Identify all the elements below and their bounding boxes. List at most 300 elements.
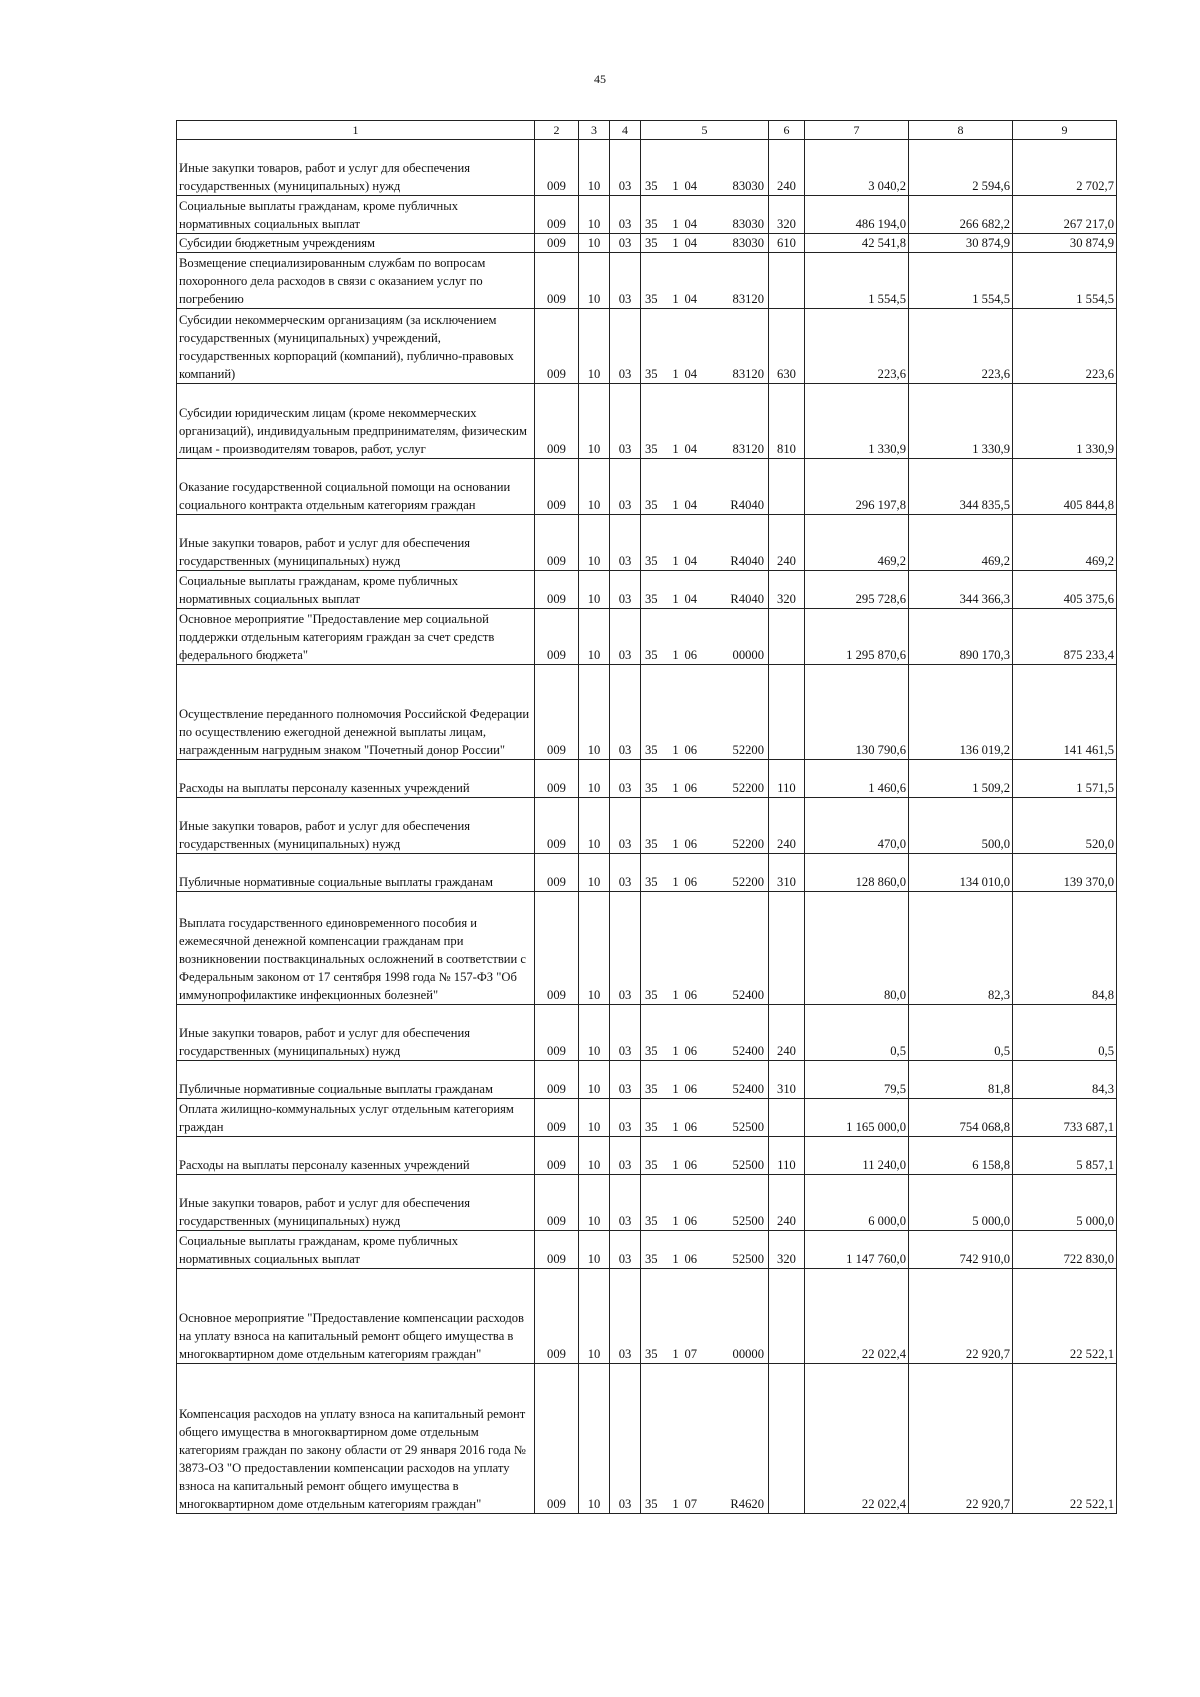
- cell-col5-part3: 06: [685, 798, 711, 854]
- cell-col9: 1 571,5: [1013, 760, 1117, 798]
- cell-col9: 405 375,6: [1013, 571, 1117, 609]
- cell-col4: 03: [610, 1005, 641, 1061]
- table-row: [177, 760, 1117, 798]
- cell-col4: 03: [610, 1364, 641, 1514]
- cell-col9: 875 233,4: [1013, 609, 1117, 665]
- cell-col2: 009: [535, 140, 579, 196]
- row-name: Основное мероприятие "Предоставление компенсации расходов на уплату взноса на капитальный ремонт общего имущества в многоквартирном доме отдельным категориям граждан": [177, 1269, 535, 1364]
- cell-col5-part3: 06: [685, 1175, 711, 1231]
- cell-col3: 10: [579, 234, 610, 253]
- row-name: Иные закупки товаров, работ и услуг для обеспечения государственных (муниципальных) нужд: [177, 515, 535, 571]
- cell-col7: 486 194,0: [805, 196, 909, 234]
- cell-col3: 10: [579, 665, 610, 760]
- cell-col2: 009: [535, 515, 579, 571]
- cell-col5-part3: 06: [685, 609, 711, 665]
- cell-col4: 03: [610, 798, 641, 854]
- cell-col5-part2: 1: [667, 665, 685, 760]
- cell-col5-part1: 35: [641, 1099, 667, 1137]
- cell-col5-part1: 35: [641, 1005, 667, 1061]
- cell-col5-part4: 52500: [711, 1099, 769, 1137]
- cell-col5-part2: 1: [667, 571, 685, 609]
- cell-col8: 30 874,9: [909, 234, 1013, 253]
- cell-col9: 139 370,0: [1013, 854, 1117, 892]
- cell-col5-part1: 35: [641, 854, 667, 892]
- cell-col5-part3: 06: [685, 665, 711, 760]
- cell-col9: 2 702,7: [1013, 140, 1117, 196]
- cell-col7: 1 330,9: [805, 384, 909, 459]
- cell-col9: 722 830,0: [1013, 1231, 1117, 1269]
- cell-col5-part4: 83120: [711, 384, 769, 459]
- cell-col6: [769, 253, 805, 309]
- cell-col4: 03: [610, 1231, 641, 1269]
- cell-col5-part3: 06: [685, 1061, 711, 1099]
- cell-col8: 890 170,3: [909, 609, 1013, 665]
- cell-col5-part1: 35: [641, 1269, 667, 1364]
- cell-col7: 470,0: [805, 798, 909, 854]
- cell-col5-part3: 04: [685, 515, 711, 571]
- table-row: [177, 196, 1117, 234]
- table-row: [177, 309, 1117, 384]
- table-row: [177, 571, 1117, 609]
- cell-col6: 610: [769, 234, 805, 253]
- cell-col3: 10: [579, 1099, 610, 1137]
- cell-col4: 03: [610, 854, 641, 892]
- row-name: Публичные нормативные социальные выплаты гражданам: [177, 1061, 535, 1099]
- cell-col7: 11 240,0: [805, 1137, 909, 1175]
- cell-col2: 009: [535, 1061, 579, 1099]
- cell-col5-part2: 1: [667, 1137, 685, 1175]
- cell-col2: 009: [535, 571, 579, 609]
- cell-col5-part1: 35: [641, 140, 667, 196]
- table-row: [177, 892, 1117, 1005]
- cell-col7: 1 554,5: [805, 253, 909, 309]
- cell-col5-part2: 1: [667, 1005, 685, 1061]
- row-name: Субсидии некоммерческим организациям (за исключением государственных (муниципальных) учреждений, государственных корпораций (компаний), публично-правовых компаний): [177, 309, 535, 384]
- cell-col4: 03: [610, 571, 641, 609]
- cell-col3: 10: [579, 1231, 610, 1269]
- cell-col3: 10: [579, 515, 610, 571]
- cell-col5-part1: 35: [641, 1364, 667, 1514]
- table-row: [177, 234, 1117, 253]
- cell-col2: 009: [535, 459, 579, 515]
- col-header-1: 1: [177, 121, 535, 140]
- cell-col5-part1: 35: [641, 665, 667, 760]
- cell-col4: 03: [610, 384, 641, 459]
- cell-col5-part3: 04: [685, 459, 711, 515]
- cell-col5-part2: 1: [667, 1269, 685, 1364]
- table-row: [177, 854, 1117, 892]
- cell-col5-part4: 00000: [711, 609, 769, 665]
- cell-col3: 10: [579, 854, 610, 892]
- row-name: Субсидии юридическим лицам (кроме некоммерческих организаций), индивидуальным предпринимателям, физическим лицам - производителям товаров, работ, услуг: [177, 384, 535, 459]
- table-row: [177, 1137, 1117, 1175]
- cell-col5-part2: 1: [667, 309, 685, 384]
- cell-col5-part4: R4040: [711, 515, 769, 571]
- cell-col6: [769, 1099, 805, 1137]
- cell-col6: 240: [769, 1175, 805, 1231]
- cell-col5-part1: 35: [641, 309, 667, 384]
- cell-col5-part3: 06: [685, 892, 711, 1005]
- cell-col3: 10: [579, 892, 610, 1005]
- cell-col4: 03: [610, 665, 641, 760]
- cell-col2: 009: [535, 1175, 579, 1231]
- cell-col5-part2: 1: [667, 892, 685, 1005]
- cell-col9: 1 554,5: [1013, 253, 1117, 309]
- cell-col7: 1 460,6: [805, 760, 909, 798]
- cell-col5-part3: 04: [685, 384, 711, 459]
- cell-col9: 733 687,1: [1013, 1099, 1117, 1137]
- cell-col6: 630: [769, 309, 805, 384]
- table-header-row: [177, 121, 1117, 140]
- cell-col6: 320: [769, 196, 805, 234]
- cell-col7: 1 165 000,0: [805, 1099, 909, 1137]
- cell-col8: 223,6: [909, 309, 1013, 384]
- cell-col5-part3: 04: [685, 253, 711, 309]
- cell-col2: 009: [535, 854, 579, 892]
- cell-col5-part2: 1: [667, 459, 685, 515]
- cell-col4: 03: [610, 609, 641, 665]
- cell-col7: 3 040,2: [805, 140, 909, 196]
- cell-col5-part4: 83120: [711, 309, 769, 384]
- cell-col2: 009: [535, 665, 579, 760]
- cell-col3: 10: [579, 1137, 610, 1175]
- cell-col6: [769, 892, 805, 1005]
- cell-col3: 10: [579, 1269, 610, 1364]
- col-header-2: 2: [535, 121, 579, 140]
- table-row: [177, 459, 1117, 515]
- cell-col5-part2: 1: [667, 515, 685, 571]
- cell-col3: 10: [579, 253, 610, 309]
- cell-col5-part1: 35: [641, 1231, 667, 1269]
- cell-col8: 500,0: [909, 798, 1013, 854]
- cell-col8: 5 000,0: [909, 1175, 1013, 1231]
- cell-col9: 22 522,1: [1013, 1269, 1117, 1364]
- table-row: [177, 1175, 1117, 1231]
- cell-col5-part4: 52200: [711, 760, 769, 798]
- cell-col5-part1: 35: [641, 1061, 667, 1099]
- table-row: [177, 1231, 1117, 1269]
- cell-col9: 469,2: [1013, 515, 1117, 571]
- cell-col9: 5 000,0: [1013, 1175, 1117, 1231]
- cell-col2: 009: [535, 1137, 579, 1175]
- cell-col5-part3: 04: [685, 140, 711, 196]
- cell-col6: 810: [769, 384, 805, 459]
- cell-col5-part4: 52500: [711, 1231, 769, 1269]
- cell-col2: 009: [535, 1005, 579, 1061]
- cell-col5-part4: 52500: [711, 1175, 769, 1231]
- cell-col7: 1 295 870,6: [805, 609, 909, 665]
- cell-col5-part1: 35: [641, 798, 667, 854]
- cell-col5-part4: R4040: [711, 459, 769, 515]
- cell-col4: 03: [610, 459, 641, 515]
- row-name: Компенсация расходов на уплату взноса на капитальный ремонт общего имущества в многоквартирном доме отдельным категориям граждан по закону области от 29 января 2016 года № 3873-ОЗ "О предоставлении компенсации расходов на уплату взноса на капитальный ремонт общего имущества в многоквартирном доме отдельным категориям граждан": [177, 1364, 535, 1514]
- row-name: Оказание государственной социальной помощи на основании социального контракта отдельным категориям граждан: [177, 459, 535, 515]
- cell-col5-part2: 1: [667, 1175, 685, 1231]
- row-name: Выплата государственного единовременного пособия и ежемесячной денежной компенсации гражданам при возникновении поствакцинальных осложнений в соответствии с Федеральным законом от 17 сентября 1998 года № 157-ФЗ "Об иммунопрофилактике инфекционных болезней": [177, 892, 535, 1005]
- cell-col3: 10: [579, 1061, 610, 1099]
- cell-col6: 310: [769, 1061, 805, 1099]
- cell-col5-part1: 35: [641, 253, 667, 309]
- cell-col7: 42 541,8: [805, 234, 909, 253]
- cell-col8: 1 554,5: [909, 253, 1013, 309]
- cell-col9: 267 217,0: [1013, 196, 1117, 234]
- row-name: Иные закупки товаров, работ и услуг для обеспечения государственных (муниципальных) нужд: [177, 798, 535, 854]
- cell-col5-part4: 52200: [711, 798, 769, 854]
- cell-col2: 009: [535, 1231, 579, 1269]
- cell-col7: 79,5: [805, 1061, 909, 1099]
- table-row: [177, 1099, 1117, 1137]
- cell-col2: 009: [535, 892, 579, 1005]
- cell-col5-part1: 35: [641, 196, 667, 234]
- cell-col3: 10: [579, 196, 610, 234]
- cell-col8: 469,2: [909, 515, 1013, 571]
- cell-col8: 136 019,2: [909, 665, 1013, 760]
- cell-col5-part4: 52500: [711, 1137, 769, 1175]
- cell-col7: 0,5: [805, 1005, 909, 1061]
- cell-col7: 80,0: [805, 892, 909, 1005]
- row-name: Основное мероприятие "Предоставление мер социальной поддержки отдельным категориям граждан за счет средств федерального бюджета": [177, 609, 535, 665]
- cell-col4: 03: [610, 760, 641, 798]
- cell-col5-part4: 00000: [711, 1269, 769, 1364]
- cell-col8: 6 158,8: [909, 1137, 1013, 1175]
- table-row: [177, 1061, 1117, 1099]
- cell-col9: 1 330,9: [1013, 384, 1117, 459]
- cell-col5-part3: 04: [685, 309, 711, 384]
- cell-col5-part3: 06: [685, 1137, 711, 1175]
- table-row: [177, 1005, 1117, 1061]
- cell-col6: [769, 1269, 805, 1364]
- cell-col5-part4: 83030: [711, 196, 769, 234]
- cell-col9: 84,8: [1013, 892, 1117, 1005]
- cell-col2: 009: [535, 609, 579, 665]
- col-header-8: 8: [909, 121, 1013, 140]
- cell-col2: 009: [535, 196, 579, 234]
- cell-col7: 22 022,4: [805, 1269, 909, 1364]
- cell-col7: 128 860,0: [805, 854, 909, 892]
- cell-col8: 266 682,2: [909, 196, 1013, 234]
- cell-col8: 344 835,5: [909, 459, 1013, 515]
- cell-col3: 10: [579, 798, 610, 854]
- cell-col5-part4: R4620: [711, 1364, 769, 1514]
- cell-col5-part1: 35: [641, 892, 667, 1005]
- cell-col5-part4: 83120: [711, 253, 769, 309]
- cell-col7: 469,2: [805, 515, 909, 571]
- cell-col5-part3: 07: [685, 1269, 711, 1364]
- cell-col5-part3: 06: [685, 1231, 711, 1269]
- cell-col5-part4: 52200: [711, 854, 769, 892]
- cell-col5-part2: 1: [667, 609, 685, 665]
- table-row: [177, 515, 1117, 571]
- cell-col8: 2 594,6: [909, 140, 1013, 196]
- cell-col3: 10: [579, 384, 610, 459]
- cell-col8: 1 509,2: [909, 760, 1013, 798]
- cell-col2: 009: [535, 234, 579, 253]
- cell-col6: 110: [769, 1137, 805, 1175]
- row-name: Социальные выплаты гражданам, кроме публичных нормативных социальных выплат: [177, 196, 535, 234]
- cell-col3: 10: [579, 571, 610, 609]
- cell-col6: [769, 459, 805, 515]
- row-name: Публичные нормативные социальные выплаты гражданам: [177, 854, 535, 892]
- cell-col4: 03: [610, 309, 641, 384]
- cell-col5-part2: 1: [667, 760, 685, 798]
- cell-col9: 30 874,9: [1013, 234, 1117, 253]
- table-row: [177, 140, 1117, 196]
- row-name: Расходы на выплаты персоналу казенных учреждений: [177, 1137, 535, 1175]
- cell-col9: 141 461,5: [1013, 665, 1117, 760]
- row-name: Оплата жилищно-коммунальных услуг отдельным категориям граждан: [177, 1099, 535, 1137]
- cell-col2: 009: [535, 384, 579, 459]
- cell-col5-part1: 35: [641, 234, 667, 253]
- row-name: Иные закупки товаров, работ и услуг для обеспечения государственных (муниципальных) нужд: [177, 1005, 535, 1061]
- cell-col5-part3: 06: [685, 760, 711, 798]
- cell-col9: 5 857,1: [1013, 1137, 1117, 1175]
- cell-col4: 03: [610, 892, 641, 1005]
- table-row: [177, 609, 1117, 665]
- page-number: 45: [594, 72, 606, 86]
- cell-col6: 240: [769, 798, 805, 854]
- cell-col6: 240: [769, 140, 805, 196]
- row-name: Субсидии бюджетным учреждениям: [177, 234, 535, 253]
- table-row: [177, 1364, 1117, 1514]
- cell-col5-part2: 1: [667, 1231, 685, 1269]
- cell-col6: 320: [769, 571, 805, 609]
- cell-col4: 03: [610, 1061, 641, 1099]
- cell-col5-part1: 35: [641, 384, 667, 459]
- cell-col3: 10: [579, 1005, 610, 1061]
- cell-col7: 130 790,6: [805, 665, 909, 760]
- cell-col5-part3: 06: [685, 1099, 711, 1137]
- col-header-5: 5: [641, 121, 769, 140]
- cell-col8: 742 910,0: [909, 1231, 1013, 1269]
- cell-col3: 10: [579, 1175, 610, 1231]
- cell-col4: 03: [610, 140, 641, 196]
- cell-col7: 295 728,6: [805, 571, 909, 609]
- cell-col8: 134 010,0: [909, 854, 1013, 892]
- cell-col5-part2: 1: [667, 1099, 685, 1137]
- cell-col2: 009: [535, 1364, 579, 1514]
- row-name: Социальные выплаты гражданам, кроме публичных нормативных социальных выплат: [177, 571, 535, 609]
- cell-col4: 03: [610, 234, 641, 253]
- cell-col5-part3: 07: [685, 1364, 711, 1514]
- cell-col5-part3: 06: [685, 1005, 711, 1061]
- cell-col5-part1: 35: [641, 515, 667, 571]
- cell-col8: 22 920,7: [909, 1269, 1013, 1364]
- col-header-9: 9: [1013, 121, 1117, 140]
- cell-col5-part2: 1: [667, 798, 685, 854]
- cell-col9: 520,0: [1013, 798, 1117, 854]
- cell-col8: 82,3: [909, 892, 1013, 1005]
- cell-col8: 754 068,8: [909, 1099, 1013, 1137]
- cell-col8: 344 366,3: [909, 571, 1013, 609]
- cell-col5-part4: 52400: [711, 1061, 769, 1099]
- cell-col5-part4: R4040: [711, 571, 769, 609]
- cell-col6: 110: [769, 760, 805, 798]
- cell-col4: 03: [610, 515, 641, 571]
- cell-col3: 10: [579, 1364, 610, 1514]
- cell-col8: 1 330,9: [909, 384, 1013, 459]
- cell-col3: 10: [579, 459, 610, 515]
- col-header-3: 3: [579, 121, 610, 140]
- cell-col5-part4: 83030: [711, 140, 769, 196]
- cell-col5-part2: 1: [667, 384, 685, 459]
- cell-col2: 009: [535, 1269, 579, 1364]
- row-name: Осуществление переданного полномочия Российской Федерации по осуществлению ежегодной денежной выплаты лицам, награжденным нагрудным знаком "Почетный донор России": [177, 665, 535, 760]
- cell-col5-part4: 52200: [711, 665, 769, 760]
- cell-col6: 240: [769, 1005, 805, 1061]
- row-name: Иные закупки товаров, работ и услуг для обеспечения государственных (муниципальных) нужд: [177, 140, 535, 196]
- row-name: Социальные выплаты гражданам, кроме публичных нормативных социальных выплат: [177, 1231, 535, 1269]
- cell-col3: 10: [579, 760, 610, 798]
- cell-col5-part2: 1: [667, 234, 685, 253]
- cell-col5-part1: 35: [641, 459, 667, 515]
- cell-col5-part4: 52400: [711, 892, 769, 1005]
- table-row: [177, 384, 1117, 459]
- cell-col4: 03: [610, 196, 641, 234]
- cell-col7: 22 022,4: [805, 1364, 909, 1514]
- cell-col6: 320: [769, 1231, 805, 1269]
- cell-col8: 81,8: [909, 1061, 1013, 1099]
- cell-col5-part4: 52400: [711, 1005, 769, 1061]
- cell-col4: 03: [610, 253, 641, 309]
- cell-col7: 296 197,8: [805, 459, 909, 515]
- cell-col5-part1: 35: [641, 609, 667, 665]
- cell-col5-part2: 1: [667, 196, 685, 234]
- cell-col5-part3: 04: [685, 196, 711, 234]
- cell-col5-part3: 04: [685, 234, 711, 253]
- budget-table: [176, 120, 1117, 1514]
- cell-col5-part1: 35: [641, 571, 667, 609]
- cell-col5-part4: 83030: [711, 234, 769, 253]
- cell-col6: [769, 665, 805, 760]
- table-row: [177, 665, 1117, 760]
- cell-col2: 009: [535, 309, 579, 384]
- cell-col9: 84,3: [1013, 1061, 1117, 1099]
- cell-col6: [769, 609, 805, 665]
- cell-col5-part2: 1: [667, 854, 685, 892]
- cell-col5-part2: 1: [667, 1364, 685, 1514]
- cell-col8: 0,5: [909, 1005, 1013, 1061]
- cell-col4: 03: [610, 1099, 641, 1137]
- cell-col7: 1 147 760,0: [805, 1231, 909, 1269]
- cell-col5-part2: 1: [667, 253, 685, 309]
- col-header-6: 6: [769, 121, 805, 140]
- cell-col5-part1: 35: [641, 1175, 667, 1231]
- cell-col8: 22 920,7: [909, 1364, 1013, 1514]
- cell-col5-part2: 1: [667, 1061, 685, 1099]
- cell-col5-part3: 06: [685, 854, 711, 892]
- cell-col9: 223,6: [1013, 309, 1117, 384]
- cell-col3: 10: [579, 309, 610, 384]
- cell-col6: [769, 1364, 805, 1514]
- cell-col6: 240: [769, 515, 805, 571]
- cell-col5-part1: 35: [641, 760, 667, 798]
- cell-col5-part3: 04: [685, 571, 711, 609]
- table-body: [177, 140, 1117, 1514]
- cell-col9: 405 844,8: [1013, 459, 1117, 515]
- cell-col9: 0,5: [1013, 1005, 1117, 1061]
- cell-col5-part2: 1: [667, 140, 685, 196]
- cell-col6: 310: [769, 854, 805, 892]
- cell-col9: 22 522,1: [1013, 1364, 1117, 1514]
- cell-col2: 009: [535, 798, 579, 854]
- col-header-7: 7: [805, 121, 909, 140]
- cell-col3: 10: [579, 140, 610, 196]
- cell-col2: 009: [535, 1099, 579, 1137]
- cell-col4: 03: [610, 1137, 641, 1175]
- table-row: [177, 1269, 1117, 1364]
- table-row: [177, 798, 1117, 854]
- cell-col3: 10: [579, 609, 610, 665]
